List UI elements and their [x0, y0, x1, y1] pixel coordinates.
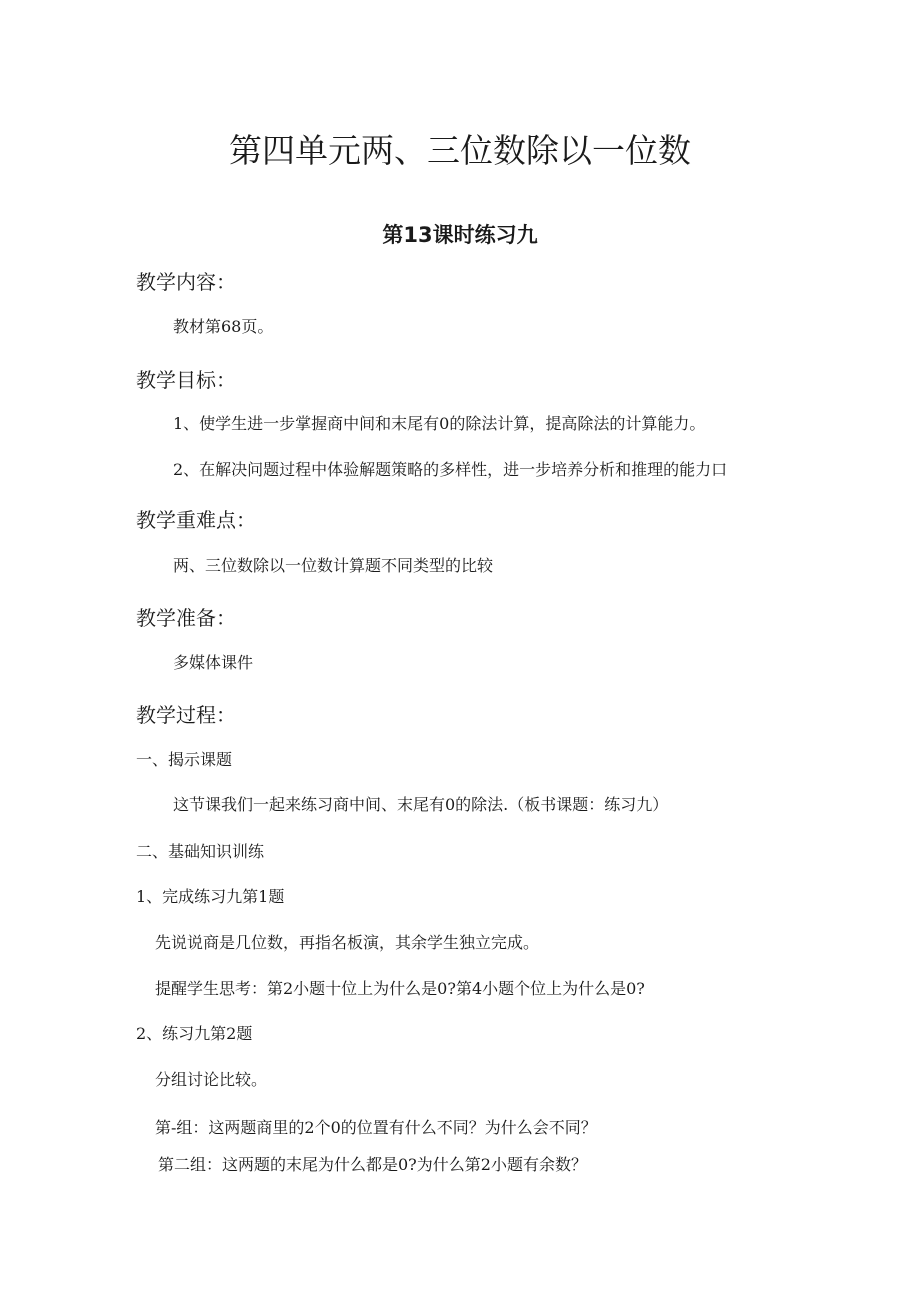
item-2-text-1: 分组讨论比较。 [155, 1070, 268, 1089]
difficulty-text: 两、三位数除以一位数计算题不同类型的比较 [173, 556, 494, 575]
item-1-text-1: 先说说商是几位数，再指名板演，其余学生独立完成。 [155, 933, 540, 952]
item-2-heading: 2、练习九第2题 [136, 1024, 253, 1043]
section-1-heading: 一、揭示课题 [136, 750, 233, 769]
goal-1: 1、使学生进一步掌握商中间和末尾有0的除法计算，提高除法的计算能力。 [173, 414, 706, 433]
difficulty-heading: 教学重难点： [136, 508, 256, 532]
item-2-text-3: 第二组：这两题的末尾为什么都是0?为什么第2小题有余数？ [158, 1155, 587, 1174]
lesson-subtitle: 第13课时练习九 [382, 223, 538, 247]
section-2-heading: 二、基础知识训练 [136, 842, 265, 861]
item-1-text-2: 提醒学生思考：第2小题十位上为什么是0?第4小题个位上为什么是0? [155, 979, 645, 998]
content-text: 教材第68页。 [173, 317, 274, 336]
prep-text: 多媒体课件 [173, 653, 254, 672]
goals-heading: 教学目标： [136, 368, 236, 392]
document-title: 第四单元两、三位数除以一位数 [229, 131, 691, 170]
prep-heading: 教学准备： [136, 606, 236, 630]
item-1-heading: 1、完成练习九第1题 [136, 887, 285, 906]
item-2-text-2: 第-组：这两题商里的2个0的位置有什么不同？为什么会不同？ [155, 1118, 597, 1137]
goal-2: 2、在解决问题过程中体验解题策略的多样性，进一步培养分析和推理的能力口 [173, 460, 728, 479]
section-1-text: 这节课我们一起来练习商中间、末尾有0的除法.（板书课题：练习九） [173, 795, 669, 814]
process-heading: 教学过程： [136, 703, 236, 727]
content-heading: 教学内容： [136, 270, 236, 294]
